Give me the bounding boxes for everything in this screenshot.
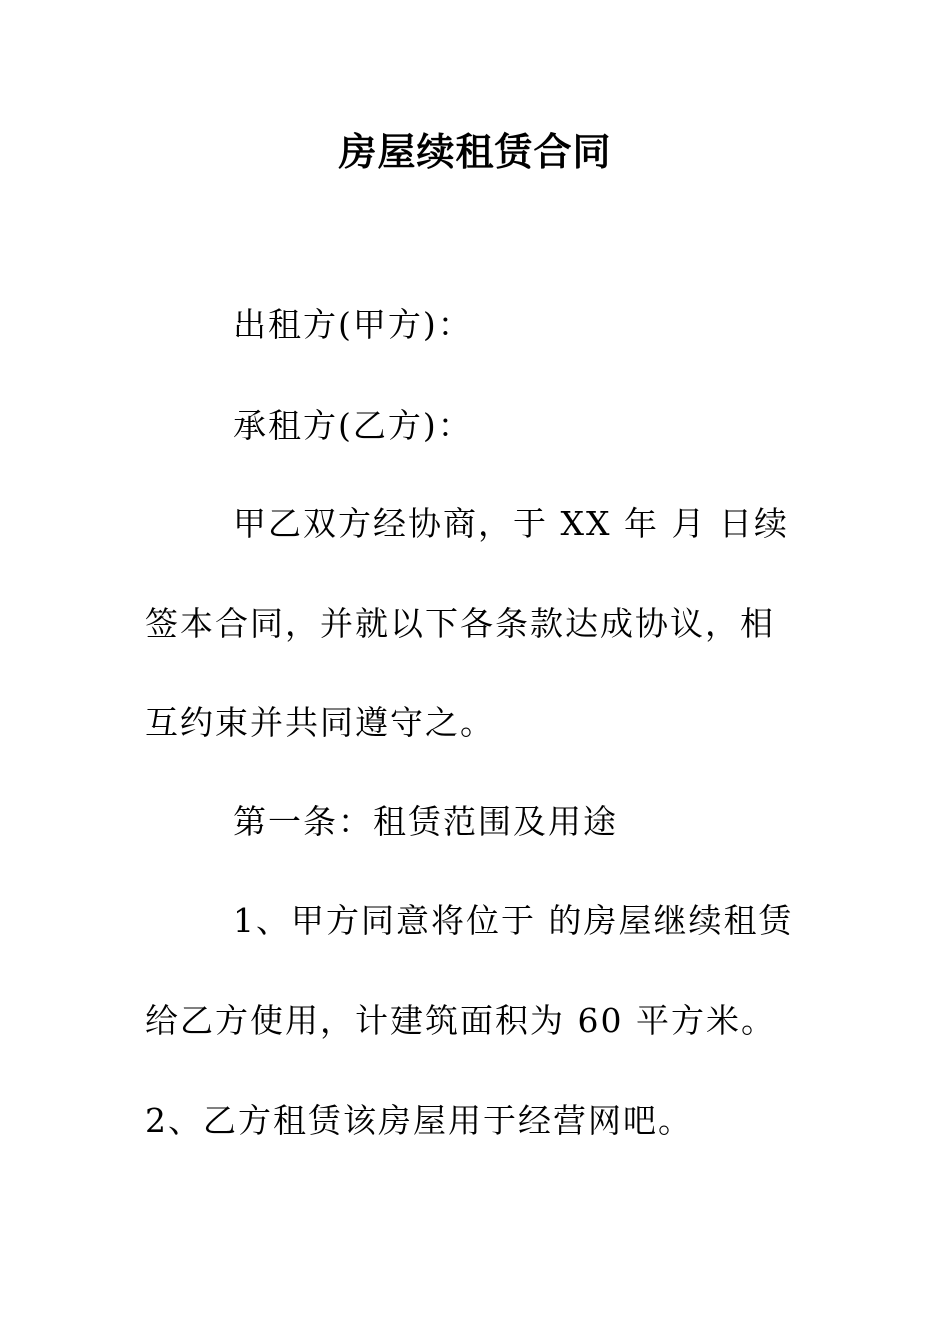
preamble-line-1: 甲乙双方经协商，于 XX 年 月 日续 bbox=[233, 504, 789, 543]
clause-1-line-1: 1、甲方同意将位于 的房屋继续租赁 bbox=[233, 901, 794, 940]
document-title: 房屋续租赁合同 bbox=[338, 129, 612, 174]
clause-1-line-2: 给乙方使用，计建筑面积为 60 平方米。 bbox=[145, 1001, 776, 1040]
preamble-line-3: 互约束并共同遵守之。 bbox=[145, 703, 495, 742]
article-1-heading: 第一条：租赁范围及用途 bbox=[233, 802, 618, 841]
preamble-line-2: 签本合同，并就以下各条款达成协议，相 bbox=[145, 604, 775, 643]
clause-2-line: 2、乙方租赁该房屋用于经营网吧。 bbox=[145, 1101, 693, 1140]
lessee-line: 承租方(乙方)： bbox=[233, 406, 473, 445]
lessor-line: 出租方(甲方)： bbox=[233, 305, 473, 344]
